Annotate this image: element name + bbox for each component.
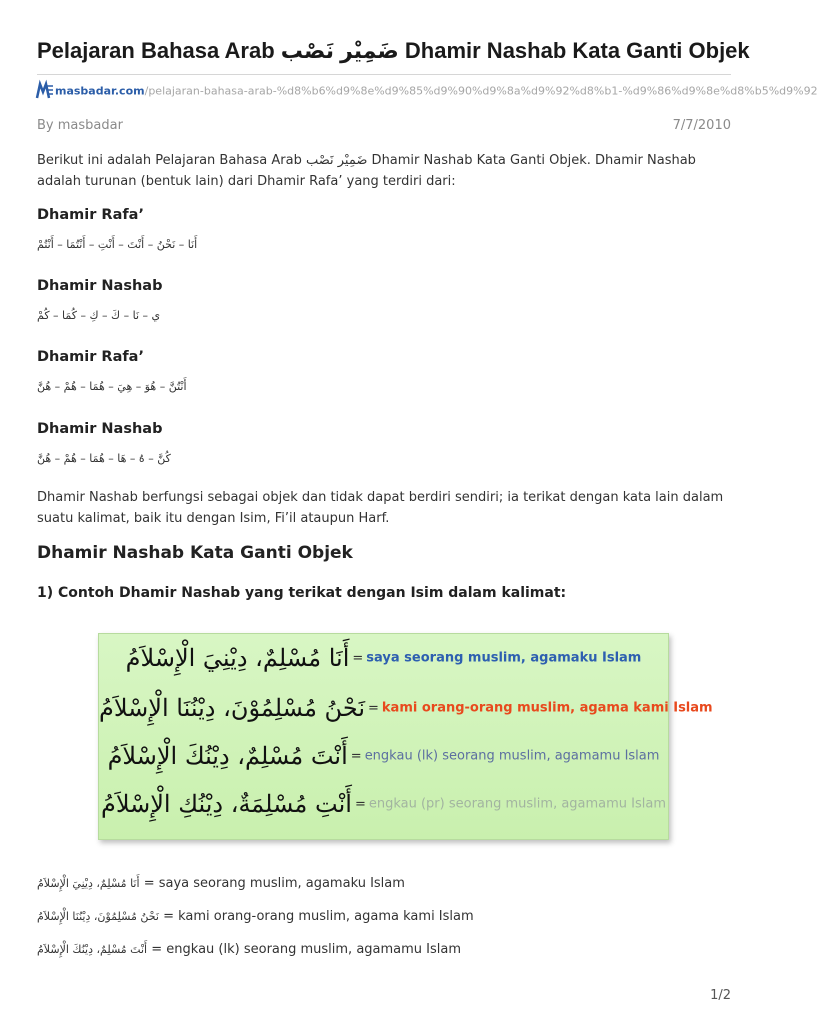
equals-sign: =	[151, 942, 163, 957]
example-image-translation: kami orang-orang muslim, agama kami Islam	[381, 700, 713, 716]
example-translation: saya seorang muslim, agamaku Islam	[158, 876, 405, 891]
example-image-arabic: أَنَا مُسْلِمٌ، دِيْنِيَ الْإِسْلاَمُ	[125, 644, 350, 672]
source-link[interactable]	[37, 84, 818, 102]
arabic-pronouns-rafa-1: أَنَا – نَحْنُ – أَنْتَ – أَنْتِ – أَنْتُمَا – أَنْتُمْ	[37, 238, 198, 251]
title-divider	[37, 74, 731, 75]
example-image-line	[99, 790, 668, 818]
example-line	[37, 942, 461, 957]
example-heading: 1) Contoh Dhamir Nashab yang terikat dengan Isim dalam kalimat:	[37, 585, 567, 601]
intro-paragraph: Berikut ini adalah Pelajaran Bahasa Arab ضَمِيْر نَصْب Dhamir Nashab Kata Ganti Objek. Dhamir Nashab adalah turunan (bentuk lain) dari Dhamir Rafa’ yang terdiri dari:	[37, 153, 696, 189]
page-number: 1/2	[710, 988, 731, 1003]
example-image-arabic: أَنْتَ مُسْلِمٌ، دِيْنُكَ الْإِسْلاَمُ	[107, 742, 348, 770]
example-translation: kami orang-orang muslim, agama kami Islam	[178, 909, 474, 924]
example-line	[37, 876, 405, 891]
example-line	[37, 909, 474, 924]
heading-dhamir-nashab-2: Dhamir Nashab	[37, 421, 163, 437]
equals-sign: =	[352, 650, 364, 666]
example-image-line	[99, 694, 713, 722]
example-image-translation: engkau (pr) seorang muslim, agamamu Islam	[368, 796, 667, 812]
example-image-arabic: أَنْتِ مُسْلِمَةٌ، دِيْنُكِ الْإِسْلاَمُ	[100, 790, 352, 818]
equals-sign: =	[368, 700, 379, 716]
arabic-pronouns-nashab-2: كُنَّ – هُ – هَا – هُمَا – هُمْ – هُنَّ	[37, 452, 171, 465]
example-translation: engkau (lk) seorang muslim, agamamu Islam	[166, 942, 462, 957]
section-heading: Dhamir Nashab Kata Ganti Objek	[37, 543, 353, 563]
equals-sign: =	[163, 909, 174, 924]
example-image-line	[99, 742, 668, 770]
example-image-line	[99, 644, 668, 672]
equals-sign: =	[143, 876, 155, 891]
example-image-translation: engkau (lk) seorang muslim, agamamu Islam	[364, 748, 660, 764]
heading-dhamir-rafa-2: Dhamir Rafa’	[37, 349, 144, 365]
example-arabic: أَنْتَ مُسْلِمٌ، دِيْنُكَ الْإِسْلاَمُ	[37, 943, 148, 956]
heading-dhamir-nashab-1: Dhamir Nashab	[37, 278, 163, 294]
source-domain[interactable]: masbadar.com	[55, 84, 145, 98]
author-byline: By masbadar	[37, 118, 123, 133]
example-image-box	[98, 633, 713, 840]
example-image-translation: saya seorang muslim, agamaku Islam	[366, 650, 642, 666]
equals-sign: =	[350, 748, 362, 764]
example-arabic: نَحْنُ مُسْلِمُوْنَ، دِيْنُنَا الْإِسْلاَمُ	[37, 910, 159, 923]
function-paragraph: Dhamir Nashab berfungsi sebagai objek dan tidak dapat berdiri sendiri; ia terikat dengan kata lain dalam suatu kalimat, baik itu dengan Isim, Fi’il ataupun Harf.	[37, 490, 724, 526]
arabic-pronouns-rafa-2: أَنْتُنَّ – هُوَ – هِيَ – هُمَا – هُمْ – هُنَّ	[37, 380, 187, 393]
equals-sign: =	[354, 796, 366, 812]
page-title: Pelajaran Bahasa Arab ضَمِيْر نَصْب Dhamir Nashab Kata Ganti Objek	[37, 38, 750, 63]
example-image-arabic: نَحْنُ مُسْلِمُوْنَ، دِيْنُنَا الْإِسْلاَمُ	[99, 694, 365, 722]
heading-dhamir-rafa-1: Dhamir Rafa’	[37, 207, 144, 223]
site-logo-icon	[37, 84, 53, 98]
arabic-pronouns-nashab-1: ي – نَا – كَ – كِ – كُمَا – كُمْ	[37, 309, 161, 322]
example-arabic: أَنَا مُسْلِمٌ، دِيْنِيَ الْإِسْلاَمُ	[37, 877, 140, 890]
publish-date: 7/7/2010	[672, 118, 731, 133]
source-path[interactable]: /pelajaran-bahasa-arab-%d8%b6%d9%8e%d9%85%d9%90%d9%8a%d9%92%d8%b1-%d9%86%d9%8e%d8%b5%d9%92	[144, 84, 818, 98]
